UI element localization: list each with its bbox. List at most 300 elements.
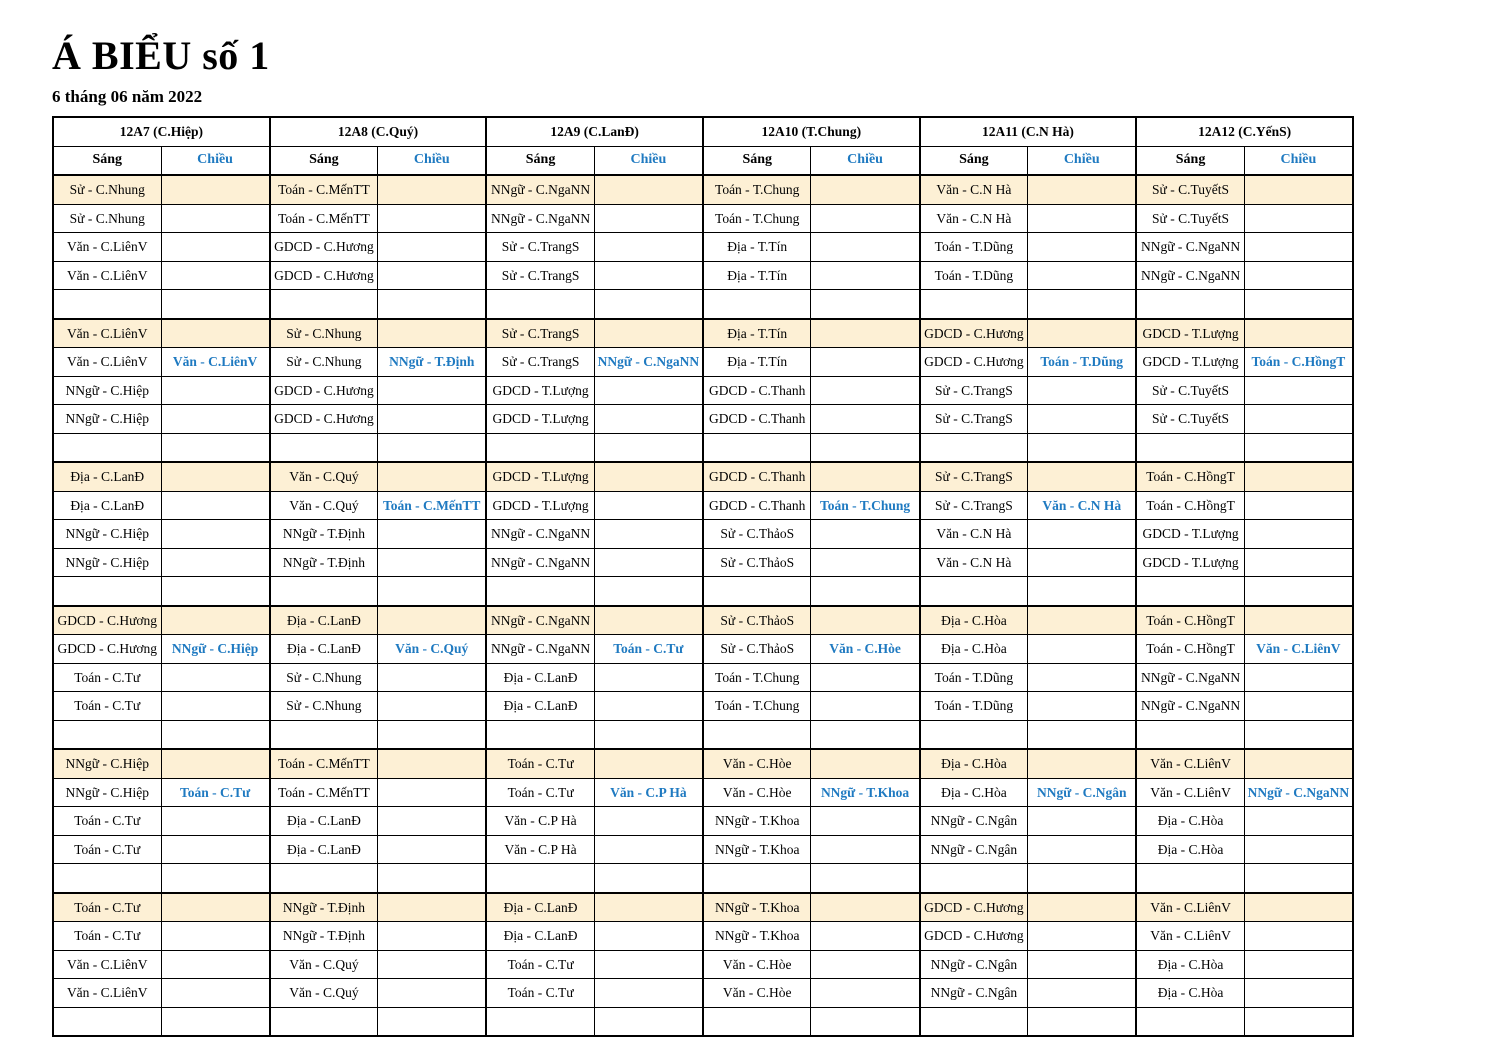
afternoon-lesson-cell xyxy=(161,520,270,549)
morning-lesson-cell: NNgữ - T.Khoa xyxy=(703,893,811,922)
empty-cell xyxy=(811,290,920,319)
afternoon-lesson-cell xyxy=(594,376,703,405)
empty-cell xyxy=(703,290,811,319)
afternoon-lesson-cell xyxy=(378,520,487,549)
afternoon-lesson-cell xyxy=(1244,261,1353,290)
afternoon-lesson-cell xyxy=(378,548,487,577)
afternoon-lesson-cell: Văn - C.LiênV xyxy=(161,348,270,377)
afternoon-lesson-cell xyxy=(1244,462,1353,491)
afternoon-lesson-cell xyxy=(1028,175,1137,204)
afternoon-lesson-cell xyxy=(378,204,487,233)
morning-lesson-cell: GDCD - T.Lượng xyxy=(1136,319,1244,348)
class-header: 12A10 (T.Chung) xyxy=(703,117,920,146)
morning-lesson-cell: Sử - C.Nhung xyxy=(270,692,378,721)
empty-cell xyxy=(811,577,920,606)
afternoon-lesson-cell xyxy=(378,749,487,778)
afternoon-lesson-cell xyxy=(161,663,270,692)
morning-lesson-cell: Văn - C.LiênV xyxy=(53,261,161,290)
morning-lesson-cell: Toán - C.Tư xyxy=(53,663,161,692)
morning-lesson-cell: Địa - C.LanĐ xyxy=(486,922,594,951)
morning-lesson-cell: Địa - C.LanĐ xyxy=(270,807,378,836)
morning-lesson-cell: NNgữ - T.Khoa xyxy=(703,922,811,951)
afternoon-lesson-cell xyxy=(1244,491,1353,520)
period-row xyxy=(53,261,1353,290)
morning-lesson-cell: Văn - C.LiênV xyxy=(53,233,161,262)
morning-lesson-cell: NNgữ - T.Định xyxy=(270,893,378,922)
afternoon-lesson-cell xyxy=(1028,376,1137,405)
period-row xyxy=(53,376,1353,405)
morning-lesson-cell: Văn - C.Quý xyxy=(270,462,378,491)
day-separator-row xyxy=(53,433,1353,462)
morning-lesson-cell: GDCD - C.Hương xyxy=(920,922,1028,951)
empty-cell xyxy=(1244,720,1353,749)
morning-lesson-cell: Địa - C.Hòa xyxy=(920,606,1028,635)
empty-cell xyxy=(270,433,378,462)
afternoon-lesson-cell xyxy=(811,175,920,204)
morning-lesson-cell: Văn - C.LiênV xyxy=(1136,778,1244,807)
afternoon-lesson-cell xyxy=(1028,979,1137,1008)
morning-lesson-cell: Toán - C.MếnTT xyxy=(270,175,378,204)
afternoon-lesson-cell xyxy=(161,606,270,635)
class-header: 12A9 (C.LanĐ) xyxy=(486,117,703,146)
empty-cell xyxy=(270,720,378,749)
morning-lesson-cell: GDCD - T.Lượng xyxy=(1136,348,1244,377)
afternoon-lesson-cell xyxy=(811,692,920,721)
afternoon-lesson-cell xyxy=(811,807,920,836)
morning-lesson-cell: Văn - C.LiênV xyxy=(53,348,161,377)
empty-cell xyxy=(811,433,920,462)
empty-cell xyxy=(1136,720,1244,749)
empty-cell xyxy=(161,433,270,462)
afternoon-lesson-cell xyxy=(1028,261,1137,290)
empty-cell xyxy=(161,290,270,319)
afternoon-lesson-cell xyxy=(378,979,487,1008)
morning-lesson-cell: GDCD - C.Hương xyxy=(53,606,161,635)
morning-lesson-cell: Toán - C.HồngT xyxy=(1136,491,1244,520)
morning-lesson-cell: NNgữ - C.NgaNN xyxy=(1136,663,1244,692)
morning-lesson-cell: GDCD - C.Hương xyxy=(270,376,378,405)
afternoon-lesson-cell xyxy=(161,922,270,951)
period-row xyxy=(53,835,1353,864)
morning-lesson-cell: Địa - C.LanĐ xyxy=(53,462,161,491)
session-afternoon-label: Chiều xyxy=(594,146,703,175)
empty-cell xyxy=(53,864,161,893)
morning-lesson-cell: Văn - C.Hòe xyxy=(703,979,811,1008)
afternoon-lesson-cell xyxy=(1028,692,1137,721)
morning-lesson-cell: NNgữ - T.Khoa xyxy=(703,835,811,864)
empty-cell xyxy=(1244,1007,1353,1036)
period-row xyxy=(53,979,1353,1008)
morning-lesson-cell: Địa - T.Tín xyxy=(703,348,811,377)
morning-lesson-cell: Địa - C.Hòa xyxy=(1136,979,1244,1008)
morning-lesson-cell: Toán - C.HồngT xyxy=(1136,635,1244,664)
empty-cell xyxy=(1244,864,1353,893)
morning-lesson-cell: NNgữ - T.Định xyxy=(270,548,378,577)
morning-lesson-cell: GDCD - C.Thanh xyxy=(703,405,811,434)
morning-lesson-cell: Sử - C.ThảoS xyxy=(703,606,811,635)
afternoon-lesson-cell xyxy=(1244,405,1353,434)
afternoon-lesson-cell xyxy=(161,807,270,836)
period-row xyxy=(53,893,1353,922)
empty-cell xyxy=(270,290,378,319)
afternoon-lesson-cell xyxy=(594,319,703,348)
morning-lesson-cell: Sử - C.ThảoS xyxy=(703,635,811,664)
afternoon-lesson-cell xyxy=(594,692,703,721)
empty-cell xyxy=(378,577,487,606)
empty-cell xyxy=(378,864,487,893)
afternoon-lesson-cell xyxy=(1028,635,1137,664)
afternoon-lesson-cell xyxy=(594,261,703,290)
empty-cell xyxy=(1136,864,1244,893)
empty-cell xyxy=(378,433,487,462)
period-row xyxy=(53,692,1353,721)
morning-lesson-cell: Văn - C.Quý xyxy=(270,979,378,1008)
empty-cell xyxy=(161,1007,270,1036)
empty-cell xyxy=(920,720,1028,749)
afternoon-lesson-cell xyxy=(1244,922,1353,951)
afternoon-lesson-cell xyxy=(378,922,487,951)
morning-lesson-cell: Toán - T.Dũng xyxy=(920,692,1028,721)
empty-cell xyxy=(161,864,270,893)
empty-cell xyxy=(1028,720,1137,749)
afternoon-lesson-cell: NNgữ - C.Ngân xyxy=(1028,778,1137,807)
afternoon-lesson-cell xyxy=(1028,606,1137,635)
afternoon-lesson-cell xyxy=(811,233,920,262)
morning-lesson-cell: NNgữ - T.Định xyxy=(270,922,378,951)
session-afternoon-label: Chiều xyxy=(161,146,270,175)
empty-cell xyxy=(703,433,811,462)
afternoon-lesson-cell xyxy=(378,261,487,290)
afternoon-lesson-cell xyxy=(378,606,487,635)
period-row xyxy=(53,548,1353,577)
morning-lesson-cell: NNgữ - C.NgaNN xyxy=(486,204,594,233)
period-row xyxy=(53,807,1353,836)
morning-lesson-cell: NNgữ - C.Ngân xyxy=(920,979,1028,1008)
afternoon-lesson-cell xyxy=(1028,462,1137,491)
morning-lesson-cell: GDCD - C.Thanh xyxy=(703,376,811,405)
morning-lesson-cell: Văn - C.LiênV xyxy=(53,319,161,348)
morning-lesson-cell: GDCD - T.Lượng xyxy=(1136,520,1244,549)
empty-cell xyxy=(703,577,811,606)
afternoon-lesson-cell xyxy=(161,261,270,290)
session-afternoon-label: Chiều xyxy=(1028,146,1137,175)
period-row xyxy=(53,233,1353,262)
period-row xyxy=(53,405,1353,434)
afternoon-lesson-cell xyxy=(1028,663,1137,692)
morning-lesson-cell: GDCD - C.Hương xyxy=(920,893,1028,922)
afternoon-lesson-cell: Toán - C.Tư xyxy=(594,635,703,664)
afternoon-lesson-cell xyxy=(1244,175,1353,204)
afternoon-lesson-cell xyxy=(378,893,487,922)
afternoon-lesson-cell xyxy=(378,807,487,836)
empty-cell xyxy=(53,1007,161,1036)
morning-lesson-cell: Toán - C.MếnTT xyxy=(270,778,378,807)
morning-lesson-cell: Địa - C.Hòa xyxy=(1136,807,1244,836)
afternoon-lesson-cell xyxy=(811,548,920,577)
morning-lesson-cell: Văn - C.P Hà xyxy=(486,807,594,836)
afternoon-lesson-cell xyxy=(1244,692,1353,721)
morning-lesson-cell: GDCD - C.Hương xyxy=(53,635,161,664)
afternoon-lesson-cell xyxy=(1028,893,1137,922)
afternoon-lesson-cell: Toán - C.Tư xyxy=(161,778,270,807)
afternoon-lesson-cell xyxy=(161,548,270,577)
afternoon-lesson-cell xyxy=(1244,893,1353,922)
afternoon-lesson-cell: Toán - C.MếnTT xyxy=(378,491,487,520)
afternoon-lesson-cell xyxy=(594,233,703,262)
period-row xyxy=(53,520,1353,549)
morning-lesson-cell: Địa - C.LanĐ xyxy=(486,663,594,692)
afternoon-lesson-cell xyxy=(811,663,920,692)
morning-lesson-cell: Toán - T.Chung xyxy=(703,692,811,721)
morning-lesson-cell: NNgữ - C.Hiệp xyxy=(53,778,161,807)
afternoon-lesson-cell xyxy=(811,462,920,491)
morning-lesson-cell: Văn - C.LiênV xyxy=(1136,922,1244,951)
empty-cell xyxy=(1028,577,1137,606)
empty-cell xyxy=(53,577,161,606)
morning-lesson-cell: GDCD - T.Lượng xyxy=(486,491,594,520)
afternoon-lesson-cell xyxy=(161,204,270,233)
afternoon-lesson-cell xyxy=(161,175,270,204)
session-morning-label: Sáng xyxy=(486,146,594,175)
morning-lesson-cell: Địa - C.Hòa xyxy=(920,635,1028,664)
morning-lesson-cell: Toán - C.MếnTT xyxy=(270,749,378,778)
afternoon-lesson-cell xyxy=(594,462,703,491)
afternoon-lesson-cell xyxy=(1244,807,1353,836)
afternoon-lesson-cell xyxy=(1028,520,1137,549)
morning-lesson-cell: Văn - C.P Hà xyxy=(486,835,594,864)
afternoon-lesson-cell xyxy=(161,376,270,405)
morning-lesson-cell: Toán - C.Tư xyxy=(53,835,161,864)
morning-lesson-cell: Văn - C.Hòe xyxy=(703,778,811,807)
afternoon-lesson-cell xyxy=(378,175,487,204)
morning-lesson-cell: Toán - T.Chung xyxy=(703,204,811,233)
period-row xyxy=(53,204,1353,233)
afternoon-lesson-cell xyxy=(811,319,920,348)
afternoon-lesson-cell xyxy=(1028,807,1137,836)
empty-cell xyxy=(811,720,920,749)
afternoon-lesson-cell xyxy=(1244,606,1353,635)
empty-cell xyxy=(1136,577,1244,606)
morning-lesson-cell: Sử - C.TuyếtS xyxy=(1136,376,1244,405)
morning-lesson-cell: NNgữ - C.NgaNN xyxy=(1136,261,1244,290)
period-row xyxy=(53,778,1353,807)
afternoon-lesson-cell xyxy=(378,462,487,491)
morning-lesson-cell: GDCD - C.Hương xyxy=(270,233,378,262)
morning-lesson-cell: Địa - C.Hòa xyxy=(1136,835,1244,864)
day-separator-row xyxy=(53,864,1353,893)
afternoon-lesson-cell xyxy=(161,950,270,979)
afternoon-lesson-cell xyxy=(1028,835,1137,864)
period-row xyxy=(53,319,1353,348)
morning-lesson-cell: Toán - C.Tư xyxy=(486,950,594,979)
afternoon-lesson-cell xyxy=(594,807,703,836)
morning-lesson-cell: GDCD - C.Thanh xyxy=(703,462,811,491)
morning-lesson-cell: Sử - C.TrangS xyxy=(920,491,1028,520)
afternoon-lesson-cell xyxy=(594,204,703,233)
morning-lesson-cell: GDCD - C.Hương xyxy=(270,261,378,290)
empty-cell xyxy=(378,1007,487,1036)
afternoon-lesson-cell xyxy=(1028,950,1137,979)
morning-lesson-cell: GDCD - T.Lượng xyxy=(1136,548,1244,577)
afternoon-lesson-cell xyxy=(1244,835,1353,864)
afternoon-lesson-cell xyxy=(161,319,270,348)
morning-lesson-cell: Văn - C.Hòe xyxy=(703,749,811,778)
afternoon-lesson-cell xyxy=(594,663,703,692)
morning-lesson-cell: Toán - C.HồngT xyxy=(1136,462,1244,491)
afternoon-lesson-cell: Toán - C.HồngT xyxy=(1244,348,1353,377)
period-row xyxy=(53,606,1353,635)
morning-lesson-cell: Địa - C.Hòa xyxy=(920,778,1028,807)
afternoon-lesson-cell xyxy=(378,835,487,864)
period-row xyxy=(53,348,1353,377)
empty-cell xyxy=(378,720,487,749)
afternoon-lesson-cell xyxy=(378,319,487,348)
morning-lesson-cell: Địa - C.Hòa xyxy=(1136,950,1244,979)
empty-cell xyxy=(1028,290,1137,319)
empty-cell xyxy=(920,577,1028,606)
afternoon-lesson-cell xyxy=(811,376,920,405)
morning-lesson-cell: NNgữ - C.NgaNN xyxy=(486,175,594,204)
afternoon-lesson-cell xyxy=(1244,376,1353,405)
morning-lesson-cell: NNgữ - C.Hiệp xyxy=(53,749,161,778)
class-header: 12A12 (C.YếnS) xyxy=(1136,117,1353,146)
empty-cell xyxy=(594,290,703,319)
morning-lesson-cell: Sử - C.Nhung xyxy=(53,175,161,204)
morning-lesson-cell: Văn - C.N Hà xyxy=(920,520,1028,549)
empty-cell xyxy=(1028,433,1137,462)
empty-cell xyxy=(594,1007,703,1036)
afternoon-lesson-cell xyxy=(811,204,920,233)
morning-lesson-cell: Toán - C.Tư xyxy=(53,692,161,721)
morning-lesson-cell: Văn - C.LiênV xyxy=(53,950,161,979)
morning-lesson-cell: NNgữ - C.Hiệp xyxy=(53,376,161,405)
afternoon-lesson-cell: Toán - T.Chung xyxy=(811,491,920,520)
morning-lesson-cell: Địa - T.Tín xyxy=(703,233,811,262)
morning-lesson-cell: Sử - C.TuyếtS xyxy=(1136,175,1244,204)
afternoon-lesson-cell: Văn - C.Hòe xyxy=(811,635,920,664)
morning-lesson-cell: NNgữ - C.NgaNN xyxy=(1136,233,1244,262)
morning-lesson-cell: Sử - C.TrangS xyxy=(920,462,1028,491)
morning-lesson-cell: Văn - C.Hòe xyxy=(703,950,811,979)
empty-cell xyxy=(53,720,161,749)
empty-cell xyxy=(920,433,1028,462)
morning-lesson-cell: Sử - C.TrangS xyxy=(486,261,594,290)
afternoon-lesson-cell xyxy=(1244,548,1353,577)
empty-cell xyxy=(486,433,594,462)
afternoon-lesson-cell xyxy=(811,979,920,1008)
afternoon-lesson-cell xyxy=(811,520,920,549)
empty-cell xyxy=(1244,577,1353,606)
morning-lesson-cell: Toán - C.MếnTT xyxy=(270,204,378,233)
afternoon-lesson-cell xyxy=(811,835,920,864)
afternoon-lesson-cell xyxy=(594,405,703,434)
empty-cell xyxy=(703,864,811,893)
session-afternoon-label: Chiều xyxy=(811,146,920,175)
afternoon-lesson-cell: Văn - C.LiênV xyxy=(1244,635,1353,664)
morning-lesson-cell: NNgữ - C.NgaNN xyxy=(486,635,594,664)
afternoon-lesson-cell: NNgữ - C.NgaNN xyxy=(1244,778,1353,807)
morning-lesson-cell: Văn - C.Quý xyxy=(270,950,378,979)
morning-lesson-cell: NNgữ - C.NgaNN xyxy=(486,606,594,635)
empty-cell xyxy=(811,864,920,893)
afternoon-lesson-cell: Văn - C.N Hà xyxy=(1028,491,1137,520)
morning-lesson-cell: Toán - C.Tư xyxy=(486,979,594,1008)
morning-lesson-cell: GDCD - T.Lượng xyxy=(486,376,594,405)
empty-cell xyxy=(1136,290,1244,319)
afternoon-lesson-cell xyxy=(594,749,703,778)
empty-cell xyxy=(1244,290,1353,319)
morning-lesson-cell: Sử - C.TrangS xyxy=(486,319,594,348)
afternoon-lesson-cell xyxy=(811,261,920,290)
morning-lesson-cell: Địa - C.Hòa xyxy=(920,749,1028,778)
afternoon-lesson-cell xyxy=(161,462,270,491)
afternoon-lesson-cell: NNgữ - T.Định xyxy=(378,348,487,377)
empty-cell xyxy=(703,1007,811,1036)
afternoon-lesson-cell xyxy=(161,835,270,864)
afternoon-lesson-cell xyxy=(1244,663,1353,692)
morning-lesson-cell: Toán - C.Tư xyxy=(53,807,161,836)
session-morning-label: Sáng xyxy=(1136,146,1244,175)
morning-lesson-cell: Sử - C.TuyếtS xyxy=(1136,204,1244,233)
morning-lesson-cell: Văn - C.N Hà xyxy=(920,175,1028,204)
morning-lesson-cell: GDCD - C.Hương xyxy=(920,319,1028,348)
afternoon-lesson-cell: NNgữ - C.Hiệp xyxy=(161,635,270,664)
afternoon-lesson-cell: Văn - C.Quý xyxy=(378,635,487,664)
empty-cell xyxy=(270,577,378,606)
morning-lesson-cell: Sử - C.Nhung xyxy=(270,348,378,377)
morning-lesson-cell: GDCD - T.Lượng xyxy=(486,405,594,434)
class-header: 12A7 (C.Hiệp) xyxy=(53,117,270,146)
afternoon-lesson-cell xyxy=(1028,922,1137,951)
morning-lesson-cell: NNgữ - C.NgaNN xyxy=(486,520,594,549)
morning-lesson-cell: Địa - C.LanĐ xyxy=(486,692,594,721)
morning-lesson-cell: Toán - T.Chung xyxy=(703,663,811,692)
afternoon-lesson-cell xyxy=(811,950,920,979)
afternoon-lesson-cell xyxy=(1244,204,1353,233)
empty-cell xyxy=(161,577,270,606)
empty-cell xyxy=(270,1007,378,1036)
session-morning-label: Sáng xyxy=(53,146,161,175)
morning-lesson-cell: Sử - C.ThảoS xyxy=(703,548,811,577)
morning-lesson-cell: Văn - C.LiênV xyxy=(53,979,161,1008)
morning-lesson-cell: NNgữ - C.NgaNN xyxy=(486,548,594,577)
afternoon-lesson-cell xyxy=(811,922,920,951)
empty-cell xyxy=(1244,433,1353,462)
morning-lesson-cell: Toán - T.Chung xyxy=(703,175,811,204)
morning-lesson-cell: NNgữ - T.Định xyxy=(270,520,378,549)
morning-lesson-cell: Địa - T.Tín xyxy=(703,261,811,290)
morning-lesson-cell: Toán - T.Dũng xyxy=(920,663,1028,692)
afternoon-lesson-cell xyxy=(594,979,703,1008)
period-row xyxy=(53,462,1353,491)
morning-lesson-cell: Sử - C.TrangS xyxy=(920,376,1028,405)
empty-cell xyxy=(920,290,1028,319)
afternoon-lesson-cell xyxy=(594,922,703,951)
empty-cell xyxy=(703,720,811,749)
morning-lesson-cell: NNgữ - C.Hiệp xyxy=(53,405,161,434)
afternoon-lesson-cell xyxy=(161,893,270,922)
day-separator-row xyxy=(53,577,1353,606)
morning-lesson-cell: Địa - C.LanĐ xyxy=(53,491,161,520)
afternoon-lesson-cell xyxy=(378,692,487,721)
class-header-row xyxy=(53,117,1353,146)
period-row xyxy=(53,663,1353,692)
empty-cell xyxy=(920,1007,1028,1036)
empty-cell xyxy=(920,864,1028,893)
period-row xyxy=(53,950,1353,979)
empty-cell xyxy=(378,290,487,319)
morning-lesson-cell: Sử - C.TuyếtS xyxy=(1136,405,1244,434)
